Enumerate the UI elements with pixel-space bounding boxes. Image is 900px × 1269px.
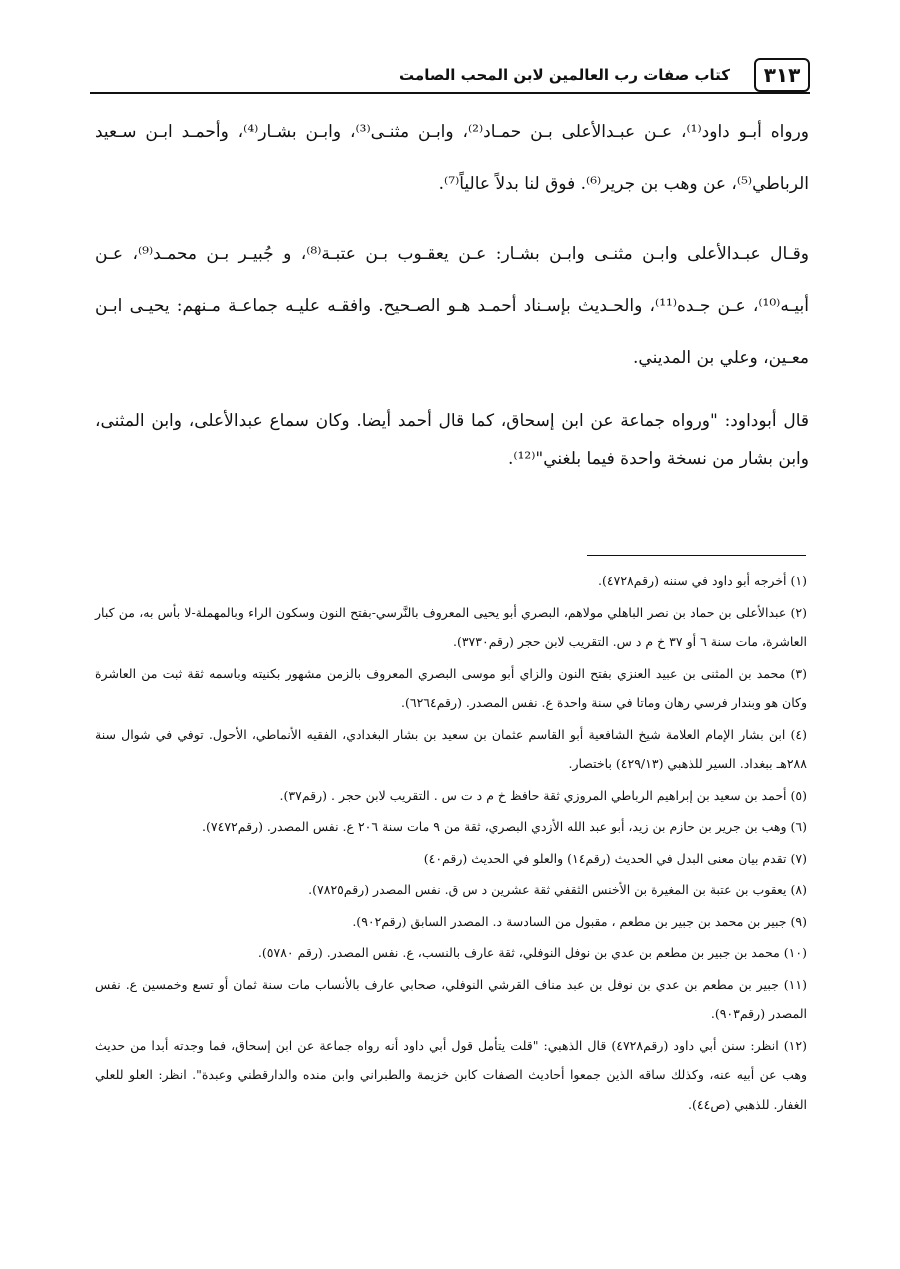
footnotes [95, 566, 807, 1121]
page-header [90, 58, 810, 92]
footnote: (١٢) انظر: سنن أبي داود (رقم٤٧٢٨) قال الذهبي: "قلت يتأمل قول أبي داود أنه رواه جماعة عن ابن إسحاق، فما وجدته أبدا من حديث وهب عن أبيه عنه، وكذلك ساقه الذين جمعوا أحاديث الصفات كابن خزيمة والطبراني وابن منده والدارقطني وعبدة". انظر: العلو للعلي الغفار. للذهبي (ص٤٤). [95, 1037, 807, 1112]
footnote: (٣) محمد بن المثنى بن عبيد العنزي بفتح النون والزاي أبو موسى البصري المعروف بالزمن مشهور بكنيته وباسمه ثقة ثبت من العاشرة وكان هو وبندار فرسي رهان وماتا في سنة واحدة ع. نفس المصدر. (رقم٦٢٦٤). [95, 665, 807, 710]
main-text [95, 106, 809, 496]
paragraph: قال أبوداود: "ورواه جماعة عن ابن إسحاق، كما قال أحمد أيضا. وكان سماع عبدالأعلى، وابن المثنى، وابن بشار من نسخة واحدة فيما بلغني"⁽¹²⁾. [95, 411, 809, 469]
footnote: (٤) ابن بشار الإمام العلامة شيخ الشافعية أبو القاسم عثمان بن سعيد بن بشار البغدادي، الفقيه الأنماطي، الأحول. توفي في شوال سنة ٢٨٨هـ ببغداد. السير للذهبي (٤٢٩/١٣) باختصار. [95, 726, 807, 771]
footnote: (٢) عبدالأعلى بن حماد بن نصر الباهلي مولاهم، البصري أبو يحيى المعروف بالنَّرسي-بفتح النون وسكون الراء وبالمهملة-لا بأس به، من كبار العاشرة، مات سنة ٦ أو ٣٧ خ م د س. التقريب لابن حجر (رقم٣٧٣٠). [95, 604, 807, 649]
footnote: (١) أخرجه أبو داود في سننه (رقم٤٧٢٨). [598, 573, 807, 588]
paragraph: ورواه أبـو داود⁽¹⁾، عـن عبـدالأعلى بـن حمـاد⁽²⁾، وابـن مثنـى⁽³⁾، وابـن بشـار⁽⁴⁾، وأحمـد ابـن سـعيد الرباطي⁽⁵⁾، عن وهب بن جرير⁽⁶⁾. فوق لنا بدلاً عالياً⁽⁷⁾. [95, 122, 809, 194]
footnote: (٦) وهب بن جرير بن حازم بن زيد، أبو عبد الله الأزدي البصري، ثقة من ٩ مات سنة ٢٠٦ ع. نفس المصدر. (رقم٧٤٧٢). [202, 819, 807, 834]
footnote: (٥) أحمد بن سعيد بن إبراهيم الرباطي المروزي ثقة حافظ خ م د ت س . التقريب لابن حجر . (رقم٣٧). [279, 787, 807, 803]
footnote: (٧) تقدم بيان معنى البدل في الحديث (رقم١٤) والعلو في الحديث (رقم٤٠) [423, 850, 807, 866]
footnote: (١١) جبير بن مطعم بن عدي بن نوفل بن عبد مناف القرشي النوفلي، صحابي عارف بالأنساب مات سنة ثمان أو تسع وخمسين ع. نفس المصدر (رقم٩٠٣). [95, 976, 807, 1021]
footnote: (٨) يعقوب بن عتبة بن المغيرة بن الأخنس الثقفي ثقة عشرين د س ق. نفس المصدر (رقم٧٨٢٥). [308, 882, 807, 897]
header-rule [90, 92, 810, 94]
paragraph: وقـال عبـدالأعلى وابـن مثنـى وابـن بشـار: عـن يعقـوب بـن عتبـة⁽⁸⁾، و جُبيـر بـن محمـد⁽⁹⁾، عـن أبيـه⁽¹⁰⁾، عـن جـده⁽¹¹⁾، والحـديث بإسـناد أحمـد هـو الصـحيح. وافقـه عليـه جماعـة مـنهم: يحيـى ابـن معـين، وعلي بن المديني. [95, 244, 809, 368]
page-number: ٣١٣ [754, 58, 810, 92]
footnote: (١٠) محمد بن جبير بن مطعم بن عدي بن نوفل النوفلي، ثقة عارف بالنسب، ع. نفس المصدر. (رقم ٥٧٨٠). [257, 945, 807, 960]
running-title: كتاب صفات رب العالمين لابن المحب الصامت [399, 66, 730, 84]
footnote-separator [587, 555, 806, 556]
footnote: (٩) جبير بن محمد بن جبير بن مطعم ، مقبول من السادسة د. المصدر السابق (رقم٩٠٢). [352, 913, 807, 929]
